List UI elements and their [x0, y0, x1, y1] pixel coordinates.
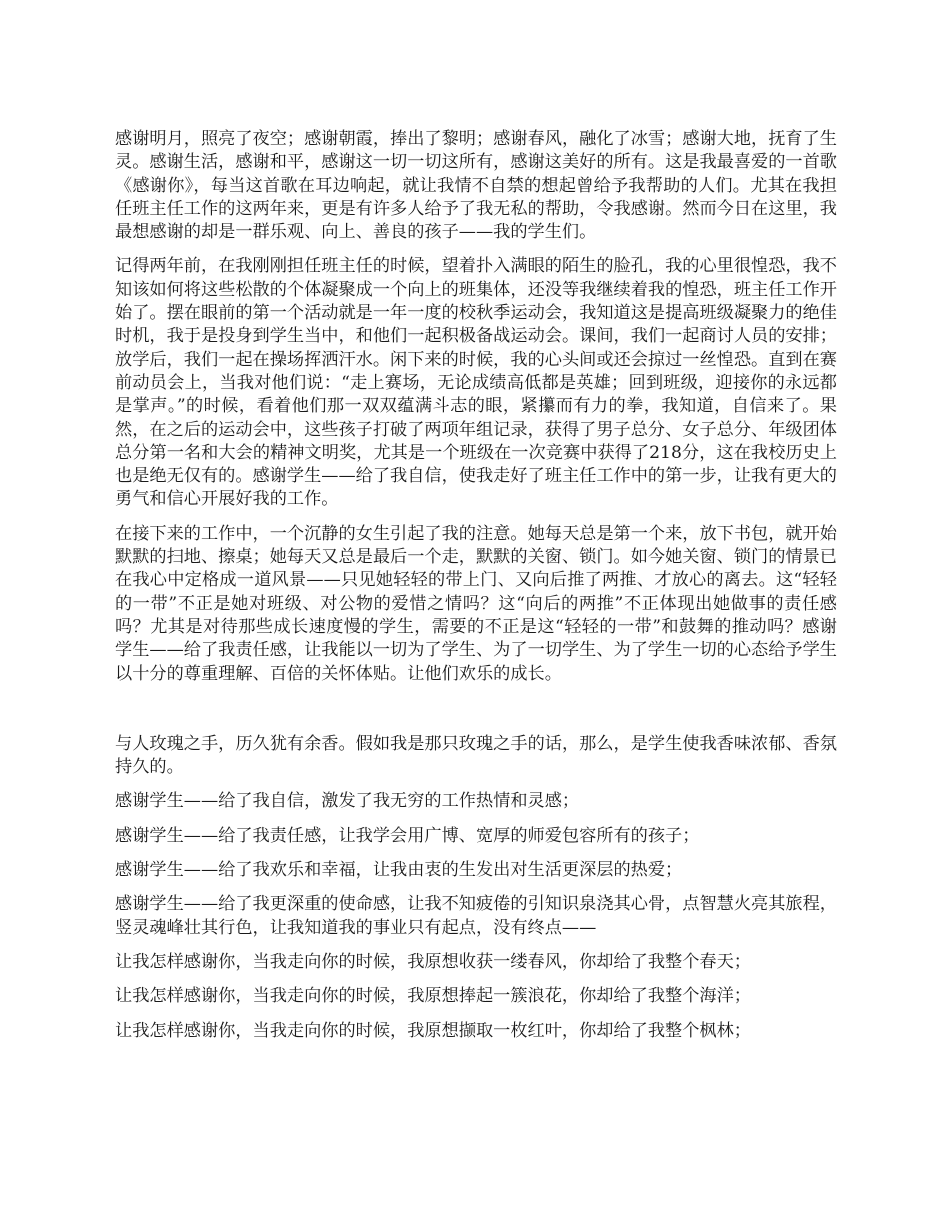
top-section — [115, 128, 837, 686]
paragraph-rose: 与人玫瑰之手，历久犹有余香。假如我是那只玫瑰之手的话，那么，是学生使我香味浓郁、香氛持久的。 — [115, 733, 837, 778]
paragraph-thanks-joy: 感谢学生——给了我欢乐和幸福，让我由衷的生发出对生活更深层的热爱； — [115, 860, 683, 881]
paragraph-quiet-girl: 在接下来的工作中，一个沉静的女生引起了我的注意。她每天总是第一个来，放下书包，就开始默默的扫地、擦桌；她每天又总是最后一个走，默默的关窗、锁门。如今她关窗、锁门的情景已在我心中定格成一道风景——只见她轻轻的带上门、又向后推了两推、才放心的离去。这“轻轻的一带”不正是她对班级、对公物的爱惜之情吗？这“向后的两推”不正体现出她做事的责任感吗？尤其是对待那些成长速度慢的学生，需要的不正是这“轻轻的一带”和鼓舞的推动吗？感谢学生——给了我责任感，让我能以一切为了学生、为了一切学生、为了学生一切的心态给予学生以十分的尊重理解、百倍的关怀体贴。让他们欢乐的成长。 — [115, 523, 837, 684]
paragraph-thanks-confidence: 感谢学生——给了我自信，激发了我无穷的工作热情和灵感； — [115, 791, 580, 812]
section-gap — [115, 697, 837, 733]
document-page — [115, 128, 837, 1054]
bottom-section — [115, 733, 837, 1043]
paragraph-opening: 感谢明月，照亮了夜空；感谢朝霞，捧出了黎明；感谢春风，融化了冰雪；感谢大地，抚育了生灵。感谢生活，感谢和平，感谢这一切一切这所有，感谢这美好的所有。这是我最喜爱的一首歌《感谢你》，每当这首歌在耳边响起，就让我情不自禁的想起曾给予我帮助的人们。尤其在我担任班主任工作的这两年来，更是有许多人给予了我无私的帮助，令我感谢。然而今日在这里，我最想感谢的却是一群乐观、向上、善良的孩子——我的学生们。 — [115, 129, 837, 243]
paragraph-sports-meet: 记得两年前，在我刚刚担任班主任的时候，望着扑入满眼的陌生的脸孔，我的心里很惶恐，我不知该如何将这些松散的个体凝聚成一个向上的班集体，还没等我继续着我的惶恐，班主任工作开始了。摆在眼前的第一个活动就是一年一度的校秋季运动会，我知道这是提高班级凝聚力的绝佳时机，我于是投身到学生当中，和他们一起积极备战运动会。课间，我们一起商讨人员的安排；放学后，我们一起在操场挥洒汗水。闲下来的时候，我的心头间或还会掠过一丝惶恐。直到在赛前动员会上，当我对他们说：“走上赛场，无论成绩高低都是英雄；回到班级，迎接你的永远都是掌声。”的时候，看着他们那一双双蕴满斗志的眼，紧攥而有力的拳，我知道，自信来了。果然，在之后的运动会中，这些孩子打破了两项年组记录，获得了男子总分、女子总分、年级团体总分第一名和大会的精神文明奖，尤其是一个班级在一次竞赛中获得了218分，这在我校历史上也是绝无仅有的。感谢学生——给了我自信，使我走好了班主任工作中的第一步，让我有更大的勇气和信心开展好我的工作。 — [115, 256, 837, 510]
paragraph-thanks-mission: 感谢学生——给了我更深重的使命感，让我不知疲倦的引知识泉浇其心骨，点智慧火亮其旅程，竖灵魂峰壮其行色，让我知道我的事业只有起点，没有终点—— — [115, 894, 837, 938]
paragraph-ocean: 让我怎样感谢你，当我走向你的时候，我原想捧起一簇浪花，你却给了我整个海洋； — [115, 986, 751, 1007]
paragraph-spring: 让我怎样感谢你，当我走向你的时候，我原想收获一缕春风，你却给了我整个春天； — [115, 951, 751, 972]
paragraph-thanks-responsibility: 感谢学生——给了我责任感，让我学会用广博、宽厚的师爱包容所有的孩子； — [115, 825, 700, 846]
paragraph-maple: 让我怎样感谢你，当我走向你的时候，我原想撷取一枚红叶，你却给了我整个枫林； — [115, 1020, 751, 1041]
